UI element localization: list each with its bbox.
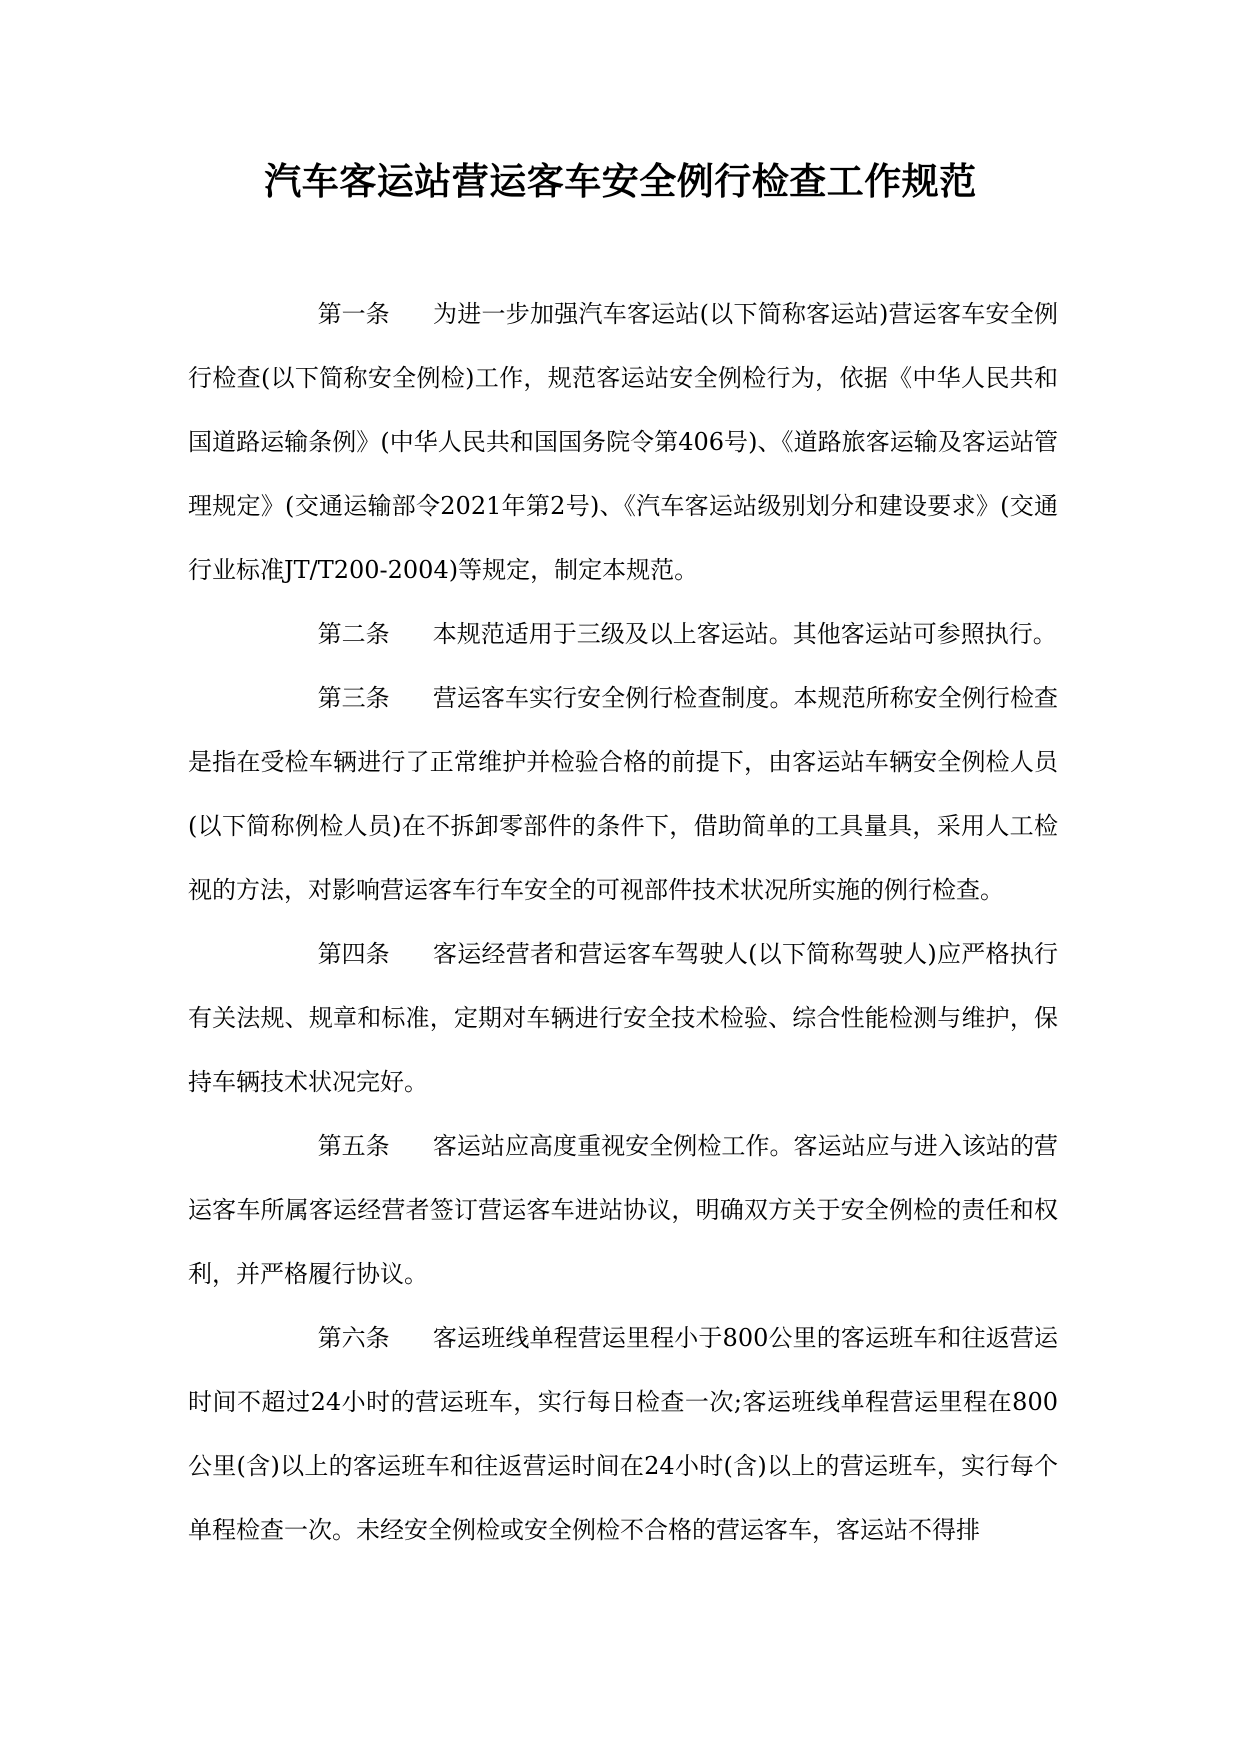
article-number: 第二条 (317, 620, 390, 648)
article-text: 本规范适用于三级及以上客运站。其他客运站可参照执行。 (432, 620, 1057, 648)
article-text: 为进一步加强汽车客运站(以下简称客运站)营运客车安全例行检查(以下简称安全例检)工作，规范客运站安全例检行为，依据《中华人民共和国道路运输条例》(中华人民共和国国务院令第406号)、《道路旅客运输及客运站管理规定》(交通运输部令2021年第2号)、《汽车客运站级别划分和建设要求》(交通行业标准JT/T200-2004)等规定，制定本规范。 (188, 300, 1058, 584)
document-title: 汽车客运站营运客车安全例行检查工作规范 (264, 159, 977, 203)
article-2 (188, 602, 1058, 666)
article-number: 第六条 (317, 1324, 390, 1352)
article-text: 客运站应高度重视安全例检工作。客运站应与进入该站的营运客车所属客运经营者签订营运客车进站协议，明确双方关于安全例检的责任和权利，并严格履行协议。 (188, 1132, 1058, 1288)
article-text: 客运班线单程营运里程小于800公里的客运班车和往返营运时间不超过24小时的营运班车，实行每日检查一次;客运班线单程营运里程在800公里(含)以上的客运班车和往返营运时间在24小时(含)以上的营运班车，实行每个单程检查一次。未经安全例检或安全例检不合格的营运客车，客运站不得排 (188, 1324, 1058, 1544)
article-text: 客运经营者和营运客车驾驶人(以下简称驾驶人)应严格执行有关法规、规章和标准，定期对车辆进行安全技术检验、综合性能检测与维护，保持车辆技术状况完好。 (188, 940, 1058, 1096)
document-body (188, 282, 1058, 1562)
article-6 (188, 1306, 1058, 1562)
article-number: 第五条 (317, 1132, 390, 1160)
article-5 (188, 1114, 1058, 1306)
article-text: 营运客车实行安全例行检查制度。本规范所称安全例行检查是指在受检车辆进行了正常维护并检验合格的前提下，由客运站车辆安全例检人员(以下简称例检人员)在不拆卸零部件的条件下，借助简单的工具量具，采用人工检视的方法，对影响营运客车行车安全的可视部件技术状况所实施的例行检查。 (188, 684, 1058, 904)
article-3 (188, 666, 1058, 922)
article-1 (188, 282, 1058, 602)
article-number: 第三条 (317, 684, 390, 712)
article-number: 第四条 (317, 940, 390, 968)
article-4 (188, 922, 1058, 1114)
article-number: 第一条 (317, 300, 390, 328)
